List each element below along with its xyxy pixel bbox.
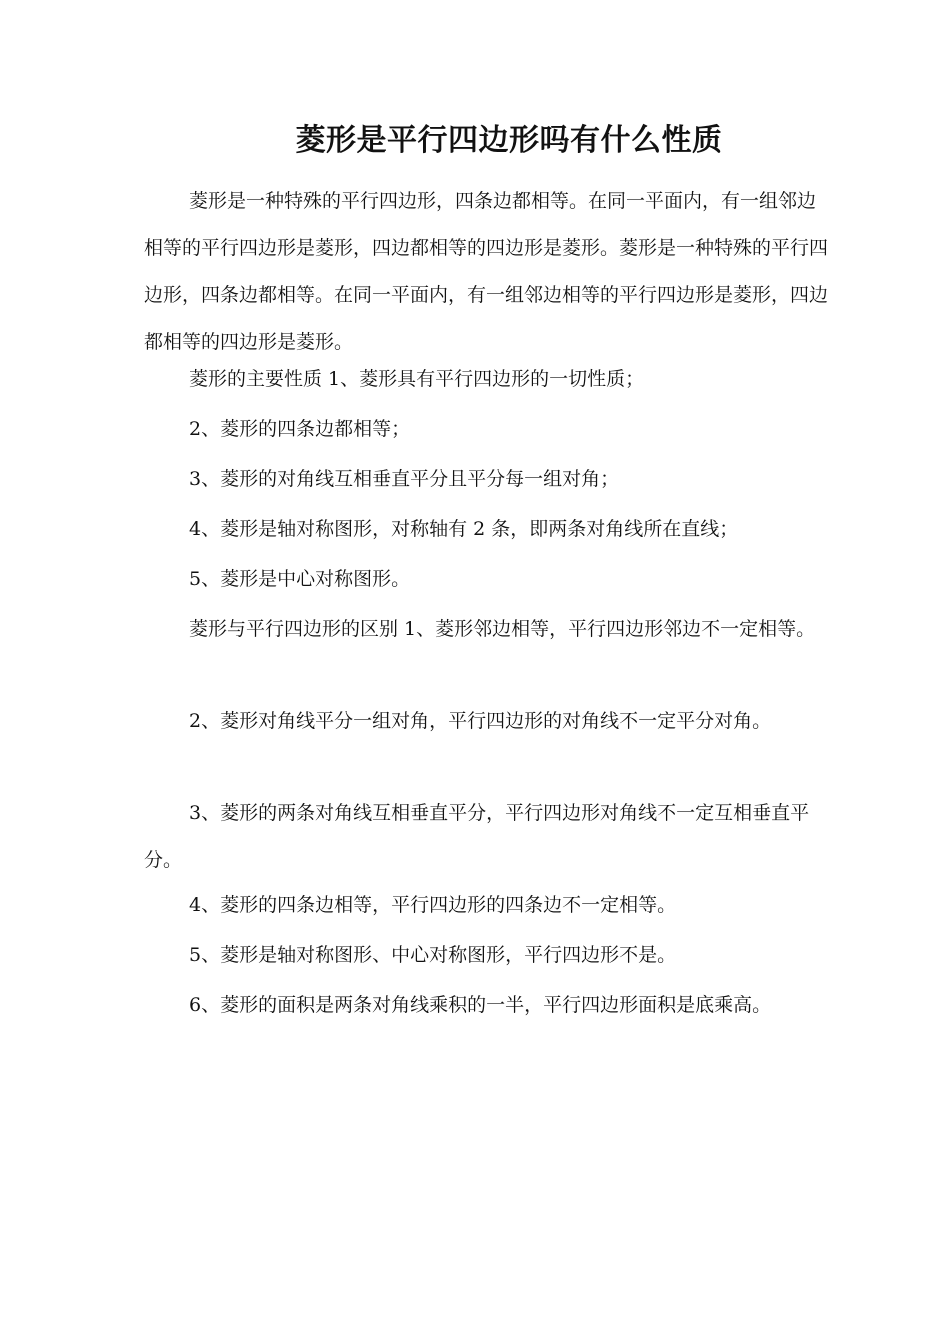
paragraph-property-3: 3、菱形的对角线互相垂直平分且平分每一组对角； bbox=[189, 468, 620, 490]
paragraph-property-4: 4、菱形是轴对称图形，对称轴有 2 条，即两条对角线所在直线； bbox=[189, 518, 739, 540]
paragraph-difference-6: 6、菱形的面积是两条对角线乘积的一半，平行四边形面积是底乘高。 bbox=[189, 994, 772, 1016]
paragraph-property-2: 2、菱形的四条边都相等； bbox=[189, 418, 411, 440]
paragraph-property-5: 5、菱形是中心对称图形。 bbox=[189, 568, 411, 590]
paragraph-intro: 菱形是一种特殊的平行四边形，四条边都相等。在同一平面内，有一组邻边相等的平行四边形是菱形，四边都相等的四边形是菱形。菱形是一种特殊的平行四边形，四条边都相等。在同一平面内，有一组邻边相等的平行四边形是菱形，四边都相等的四边形是菱形。 bbox=[144, 190, 829, 353]
paragraph-difference-2: 2、菱形对角线平分一组对角，平行四边形的对角线不一定平分对角。 bbox=[189, 710, 772, 732]
paragraph-difference-1: 菱形与平行四边形的区别 1、菱形邻边相等，平行四边形邻边不一定相等。 bbox=[189, 618, 816, 640]
paragraph-difference-5: 5、菱形是轴对称图形、中心对称图形，平行四边形不是。 bbox=[189, 944, 677, 966]
paragraph-main-properties: 菱形的主要性质 1、菱形具有平行四边形的一切性质； bbox=[189, 368, 645, 390]
paragraph-difference-4: 4、菱形的四条边相等，平行四边形的四条边不一定相等。 bbox=[189, 894, 677, 916]
paragraph-difference-3: 3、菱形的两条对角线互相垂直平分，平行四边形对角线不一定互相垂直平分。 bbox=[144, 802, 810, 871]
document-title: 菱形是平行四边形吗有什么性质 bbox=[295, 123, 723, 158]
